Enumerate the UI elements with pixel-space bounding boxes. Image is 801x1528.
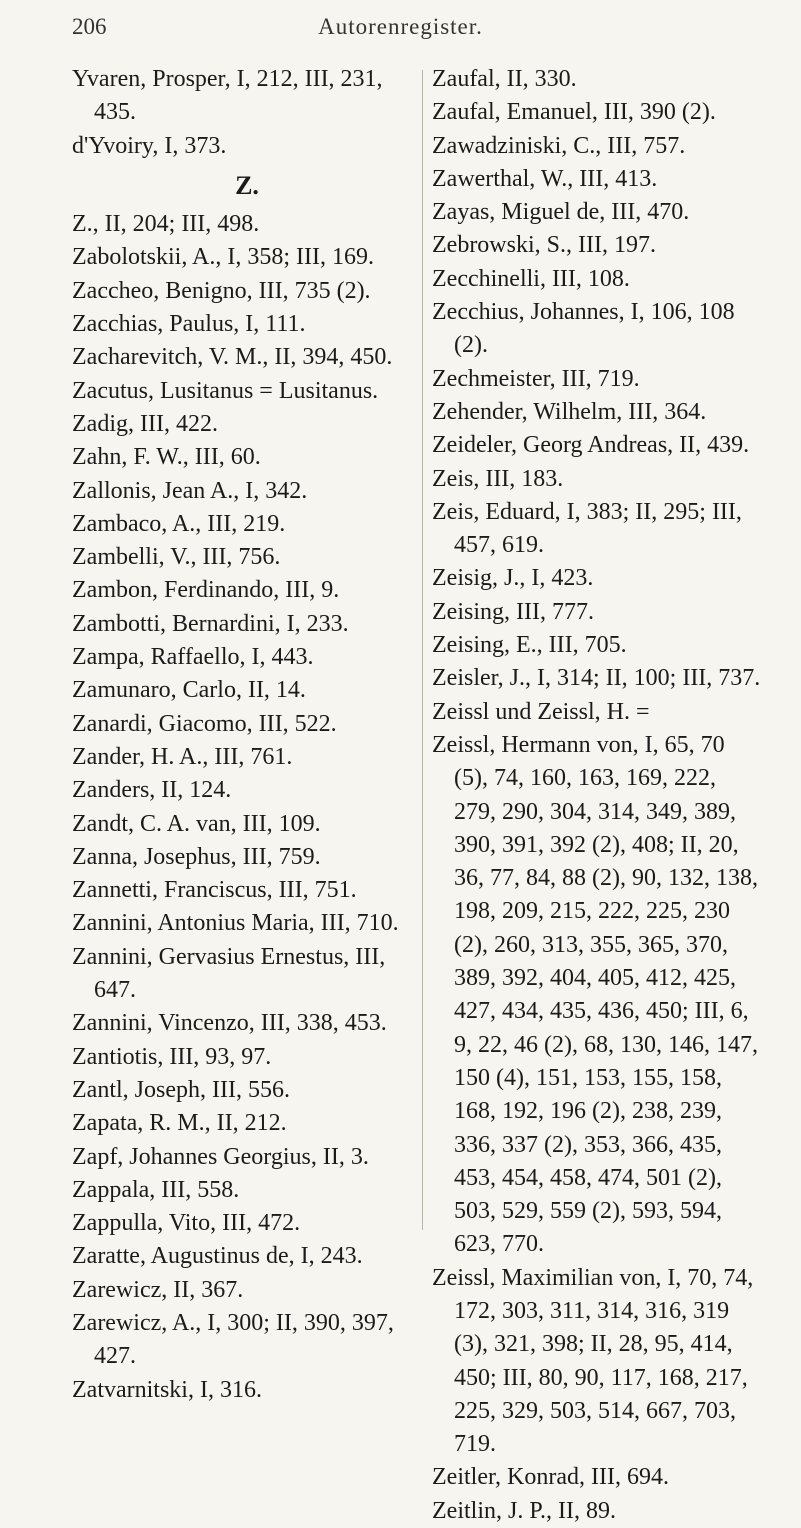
index-column-left xyxy=(72,63,422,1407)
index-entry: Zaccheo, Benigno, III, 735 (2). xyxy=(72,277,371,304)
index-entry: Zehender, Wilhelm, III, 364. xyxy=(432,398,707,425)
index-entry: Zampa, Raffaello, I, 443. xyxy=(72,644,314,671)
index-entry: Zacharevitch, V. M., II, 394, 450. xyxy=(72,344,393,371)
index-entry: Zahn, F. W., III, 60. xyxy=(72,444,261,471)
index-entry: Zappulla, Vito, III, 472. xyxy=(72,1210,301,1237)
index-entry: Zecchius, Johannes, I, 106, 108 (2). xyxy=(432,299,735,359)
index-entry: Zebrowski, S., III, 197. xyxy=(432,232,656,259)
index-entry: Zandt, C. A. van, III, 109. xyxy=(72,810,321,837)
index-entry: Zaufal, Emanuel, III, 390 (2). xyxy=(432,99,716,126)
index-entry: d'Yvoiry, I, 373. xyxy=(72,132,227,159)
index-entry: Zeis, Eduard, I, 383; II, 295; III, 457, 619. xyxy=(432,498,742,559)
index-entry: Zannetti, Franciscus, III, 751. xyxy=(72,877,357,904)
index-entry: Yvaren, Prosper, I, 212, III, 231, 435. xyxy=(72,66,383,126)
index-entry: Zeising, E., III, 705. xyxy=(432,632,627,659)
index-entry: Zecchinelli, III, 108. xyxy=(432,265,630,292)
index-entry: Zarewicz, II, 367. xyxy=(72,1276,244,1303)
index-entry: Zantl, Joseph, III, 556. xyxy=(72,1076,290,1103)
index-entry: Zarewicz, A., I, 300; II, 390, 397, 427. xyxy=(72,1309,394,1370)
index-entry: Zeissl, Maximilian von, I, 70, 74, 172, 303, 311, 314, 316, 319 (3), 321, 398; II, 28, 95, 414, 450; III, 80, 90, 117, 168, 217, 225, 329, 503, 514, 667, 703, 719. xyxy=(432,1264,754,1458)
index-entry: Zayas, Miguel de, III, 470. xyxy=(432,199,690,226)
index-entry: Zeideler, Georg Andreas, II, 439. xyxy=(432,432,750,459)
index-entry: Zadig, III, 422. xyxy=(72,410,218,437)
index-entry: Zacchias, Paulus, I, 111. xyxy=(72,311,306,338)
index-entry: Zambelli, V., III, 756. xyxy=(72,544,281,571)
index-entry: Zawadziniski, C., III, 757. xyxy=(432,132,686,159)
page-header xyxy=(0,14,801,54)
index-entry: Zannini, Gervasius Ernestus, III, 647. xyxy=(72,943,386,1004)
index-entry: Zannini, Vincenzo, III, 338, 453. xyxy=(72,1010,387,1037)
index-entry: Zannini, Antonius Maria, III, 710. xyxy=(72,910,399,937)
index-column-right xyxy=(432,63,762,1528)
index-entry: Zacutus, Lusitanus = Lusitanus. xyxy=(72,377,379,404)
index-entry: Zabolotskii, A., I, 358; III, 169. xyxy=(72,244,374,271)
page-number: 206 xyxy=(72,14,107,39)
index-entry: Zeis, III, 183. xyxy=(432,465,564,492)
index-entry: Zanardi, Giacomo, III, 522. xyxy=(72,710,337,737)
index-entry: Zappala, III, 558. xyxy=(72,1176,240,1203)
index-entry: Zander, H. A., III, 761. xyxy=(72,743,293,770)
index-entry: Zeissl, Hermann von, I, 65, 70 (5), 74, 160, 163, 169, 222, 279, 290, 304, 314, 349, 389, 390, 391, 392 (2), 408; II, 20, 36, 77, 84, 88 (2), 90, 132, 138, 198, 209, 215, 222, 225, 230 (2), 260, 313, 355, 365, 370, 389, 392, 404, 405, 412, 425, 427, 434, 435, 436, 450; III, 6, 9, 22, 46 (2), 68, 130, 146, 147, 150 (4), 151, 153, 155, 158, 168, 192, 196 (2), 238, 239, 336, 337 (2), 353, 366, 435, 453, 454, 458, 474, 501 (2), 503, 529, 559 (2), 593, 594, 623, 770. xyxy=(432,731,758,1258)
index-entry: Zanders, II, 124. xyxy=(72,777,232,804)
index-entry: Zeissl und Zeissl, H. = xyxy=(432,698,650,725)
index-entry: Zamunaro, Carlo, II, 14. xyxy=(72,677,306,704)
index-entry: Zapata, R. M., II, 212. xyxy=(72,1110,287,1137)
index-entry: Zeitlin, J. P., II, 89. xyxy=(432,1497,616,1524)
index-entry: Zaratte, Augustinus de, I, 243. xyxy=(72,1243,363,1270)
index-entry: Zechmeister, III, 719. xyxy=(432,365,640,392)
index-entry: Zeisler, J., I, 314; II, 100; III, 737. xyxy=(432,665,761,692)
running-title: Autorenregister. xyxy=(318,14,483,39)
index-entry: Zapf, Johannes Georgius, II, 3. xyxy=(72,1143,369,1170)
index-entry: Zeitler, Konrad, III, 694. xyxy=(432,1464,669,1491)
index-entry: Zallonis, Jean A., I, 342. xyxy=(72,477,308,504)
index-entry: Z., II, 204; III, 498. xyxy=(72,211,260,238)
index-entry: Zambon, Ferdinando, III, 9. xyxy=(72,577,340,604)
index-entry: Zawerthal, W., III, 413. xyxy=(432,165,658,192)
index-entry: Zaufal, II, 330. xyxy=(432,66,577,92)
index-entry: Zeising, III, 777. xyxy=(432,598,594,625)
index-entry: Zantiotis, III, 93, 97. xyxy=(72,1043,272,1070)
index-entry: Zeisig, J., I, 423. xyxy=(432,565,594,592)
index-entry: Zanna, Josephus, III, 759. xyxy=(72,843,321,870)
index-entry: Zatvarnitski, I, 316. xyxy=(72,1376,262,1403)
column-divider xyxy=(422,70,423,1230)
section-letter-heading: Z. xyxy=(235,170,259,200)
index-entry: Zambotti, Bernardini, I, 233. xyxy=(72,610,349,637)
index-entry: Zambaco, A., III, 219. xyxy=(72,510,286,537)
